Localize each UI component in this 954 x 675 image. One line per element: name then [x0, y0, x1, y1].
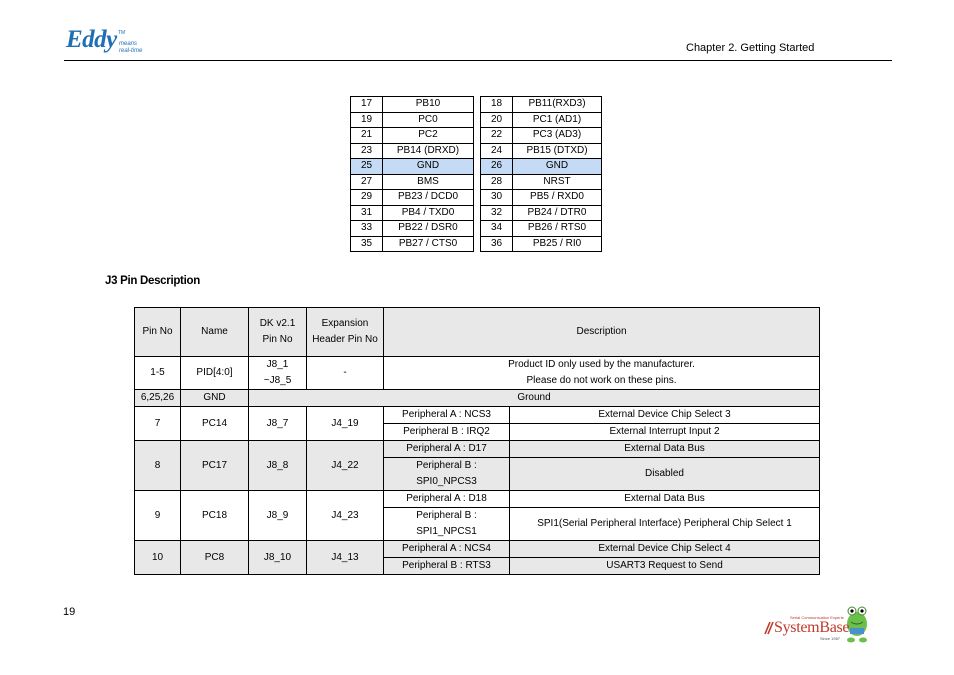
peripheral-a-desc: External Device Chip Select 4 — [510, 541, 820, 558]
dk-pin: J8_8 — [249, 441, 307, 491]
peripheral-b-desc: USART3 Request to Send — [510, 558, 820, 575]
pin-row — [351, 128, 474, 144]
pin-table-even — [480, 96, 602, 252]
pin-row — [351, 112, 474, 128]
pin-number: 30 — [481, 190, 513, 206]
peripheral-b-line1: Peripheral B : — [416, 510, 477, 521]
peripheral-b — [384, 458, 510, 491]
header-dk-pin: DK v2.1 Pin No — [249, 308, 307, 357]
peripheral-b — [384, 508, 510, 541]
table-row — [135, 491, 820, 508]
pin-signal: NRST — [513, 174, 602, 190]
logo-tagline-line1: means — [119, 41, 138, 47]
pin-number: 22 — [481, 128, 513, 144]
table-header-row — [135, 308, 820, 357]
pin-row — [481, 190, 602, 206]
pin-row — [351, 236, 474, 252]
description — [384, 357, 820, 390]
peripheral-b-line1: Peripheral B : — [416, 460, 477, 471]
pin-number: 34 — [481, 221, 513, 237]
pin-number: 20 — [481, 112, 513, 128]
peripheral-a: Peripheral A : NCS3 — [384, 407, 510, 424]
company-since: Since 1987 — [820, 636, 841, 641]
eddy-logo: Eddy — [66, 26, 117, 53]
pin-row — [481, 97, 602, 113]
table-row — [135, 357, 820, 390]
pin-number: 19 — [351, 112, 383, 128]
description-line2: Please do not work on these pins. — [526, 375, 677, 386]
pin-number: 28 — [481, 174, 513, 190]
pin-no: 8 — [135, 441, 181, 491]
pin-number: 23 — [351, 143, 383, 159]
systembase-logo — [762, 602, 872, 646]
pin-row — [481, 205, 602, 221]
logo-trademark: TM — [118, 30, 126, 36]
peripheral-a-desc: External Data Bus — [510, 491, 820, 508]
pin-name: PC14 — [181, 407, 249, 441]
pin-row — [481, 236, 602, 252]
pin-row — [351, 159, 474, 175]
pin-signal: PB25 / RI0 — [513, 236, 602, 252]
pin-number: 31 — [351, 205, 383, 221]
logo-tagline — [119, 41, 142, 54]
table-row — [135, 407, 820, 424]
pin-row — [351, 174, 474, 190]
description-line1: Product ID only used by the manufacturer. — [508, 359, 695, 370]
pin-signal: PB24 / DTR0 — [513, 205, 602, 221]
peripheral-a: Peripheral A : NCS4 — [384, 541, 510, 558]
pin-signal: PB5 / RXD0 — [513, 190, 602, 206]
pin-name: PC17 — [181, 441, 249, 491]
pin-row — [481, 128, 602, 144]
table-row — [135, 390, 820, 407]
dk-pin: J8_7 — [249, 407, 307, 441]
pin-signal: PB27 / CTS0 — [383, 236, 474, 252]
pin-signal: PC2 — [383, 128, 474, 144]
peripheral-b-line2: SPI0_NPCS3 — [416, 476, 477, 487]
pin-row — [351, 190, 474, 206]
pin-signal: PB10 — [383, 97, 474, 113]
pin-number: 25 — [351, 159, 383, 175]
pin-no: 9 — [135, 491, 181, 541]
pin-signal: PB22 / DSR0 — [383, 221, 474, 237]
pin-no: 10 — [135, 541, 181, 575]
header-divider — [64, 60, 892, 61]
pin-signal: PB26 / RTS0 — [513, 221, 602, 237]
pin-row — [481, 112, 602, 128]
pin-row — [351, 221, 474, 237]
pin-no: 6,25,26 — [135, 390, 181, 407]
pin-signal: PB23 / DCD0 — [383, 190, 474, 206]
pin-signal: GND — [513, 159, 602, 175]
j3-pin-table — [134, 307, 820, 575]
peripheral-a: Peripheral A : D18 — [384, 491, 510, 508]
table-row — [135, 441, 820, 458]
pin-row — [481, 159, 602, 175]
pin-signal: PC1 (AD1) — [513, 112, 602, 128]
peripheral-b: Peripheral B : IRQ2 — [384, 424, 510, 441]
pin-signal: PC3 (AD3) — [513, 128, 602, 144]
pin-row — [351, 205, 474, 221]
pin-number: 18 — [481, 97, 513, 113]
exp-pin: J4_19 — [307, 407, 384, 441]
header-description: Description — [384, 308, 820, 357]
pin-row — [351, 97, 474, 113]
exp-pin: - — [307, 357, 384, 390]
exp-pin: J4_22 — [307, 441, 384, 491]
pin-number: 27 — [351, 174, 383, 190]
dk-pin: J8_10 — [249, 541, 307, 575]
header-name: Name — [181, 308, 249, 357]
peripheral-b-desc: External Interrupt Input 2 — [510, 424, 820, 441]
pin-signal: GND — [383, 159, 474, 175]
pin-signal: PC0 — [383, 112, 474, 128]
page-number: 19 — [63, 606, 76, 618]
peripheral-a: Peripheral A : D17 — [384, 441, 510, 458]
pin-name: PC8 — [181, 541, 249, 575]
pin-no: 7 — [135, 407, 181, 441]
pin-name: GND — [181, 390, 249, 407]
peripheral-b-desc: Disabled — [510, 458, 820, 491]
pin-row — [481, 221, 602, 237]
pin-row — [351, 143, 474, 159]
exp-pin: J4_23 — [307, 491, 384, 541]
pin-table-odd — [350, 96, 474, 252]
pin-signal: PB14 (DRXD) — [383, 143, 474, 159]
pin-number: 35 — [351, 236, 383, 252]
table-row — [135, 541, 820, 558]
header-pin-no: Pin No — [135, 308, 181, 357]
pin-number: 21 — [351, 128, 383, 144]
pin-row — [481, 174, 602, 190]
peripheral-a-desc: External Data Bus — [510, 441, 820, 458]
pin-number: 32 — [481, 205, 513, 221]
company-name: SystemBase — [774, 619, 850, 636]
pin-number: 26 — [481, 159, 513, 175]
peripheral-a-desc: External Device Chip Select 3 — [510, 407, 820, 424]
pin-no: 1-5 — [135, 357, 181, 390]
header-expansion-pin: Expansion Header Pin No — [307, 308, 384, 357]
pin-number: 17 — [351, 97, 383, 113]
dk-pin: J8_9 — [249, 491, 307, 541]
chapter-title: Chapter 2. Getting Started — [686, 42, 815, 54]
logo-tagline-line2: real-time — [119, 47, 143, 54]
pin-signal: PB4 / TXD0 — [383, 205, 474, 221]
peripheral-b-line2: SPI1_NPCS1 — [416, 526, 477, 537]
section-title: J3 Pin Description — [105, 275, 200, 287]
pin-number: 29 — [351, 190, 383, 206]
pin-row — [481, 143, 602, 159]
pin-number: 36 — [481, 236, 513, 252]
exp-pin: J4_13 — [307, 541, 384, 575]
pin-signal: PB11(RXD3) — [513, 97, 602, 113]
pin-name: PC18 — [181, 491, 249, 541]
peripheral-b: Peripheral B : RTS3 — [384, 558, 510, 575]
pin-signal: PB15 (DTXD) — [513, 143, 602, 159]
peripheral-b-desc: SPI1(Serial Peripheral Interface) Peripheral Chip Select 1 — [510, 508, 820, 541]
company-tagline: Serial Communication Experts — [790, 615, 844, 620]
pin-number: 24 — [481, 143, 513, 159]
pin-name: PID[4:0] — [181, 357, 249, 390]
pin-signal: BMS — [383, 174, 474, 190]
description: Ground — [249, 390, 820, 407]
dk-pin: J8_1 ~J8_5 — [249, 357, 307, 390]
pin-number: 33 — [351, 221, 383, 237]
